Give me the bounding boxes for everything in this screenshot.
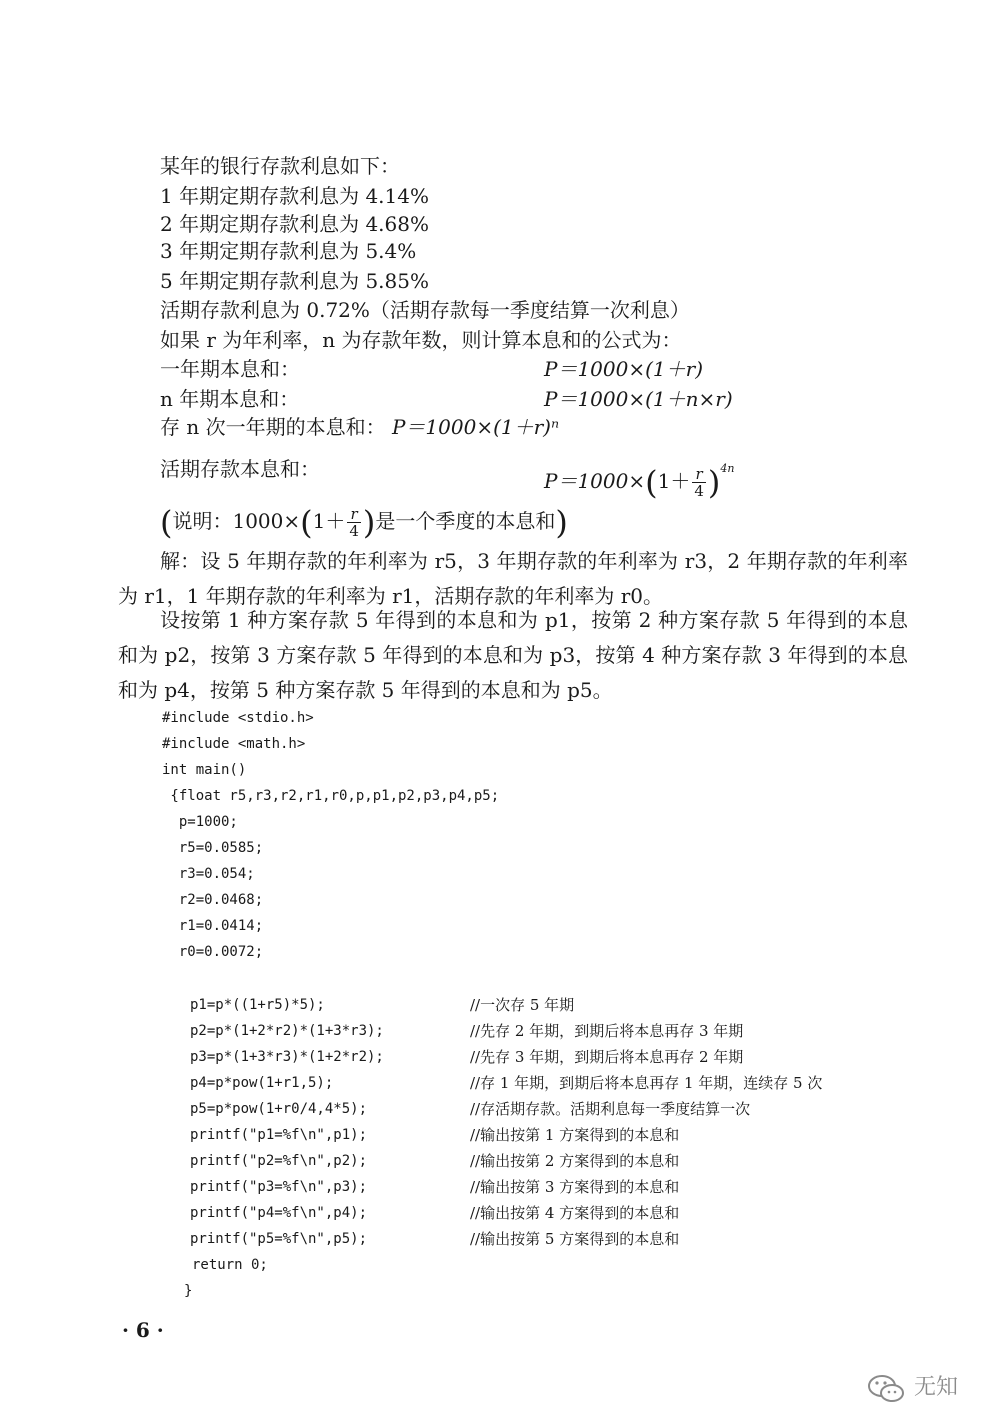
code-comment-p5: //存活期存款。活期利息每一季度结算一次 (470, 1100, 751, 1118)
note-paren-close: ) (555, 503, 568, 542)
formula-label-2: n 年期本息和： (160, 387, 300, 411)
note-denominator: 4 (349, 522, 359, 540)
code-comment-p1: //一次存 5 年期 (470, 996, 575, 1014)
code-comment-printf-p4: //输出按第 4 方案得到的本息和 (470, 1204, 680, 1222)
formula-2: P＝1000×(1＋n×r) (544, 387, 733, 411)
code-stmt-printf-p1: printf("p1=%f\n",p1); (190, 1127, 368, 1143)
formula-4-fraction (692, 466, 706, 499)
code-comment-printf-p5: //输出按第 5 方案得到的本息和 (470, 1230, 680, 1248)
rate-line-5: 活期存款利息为 0.72%（活期存款每一季度结算一次利息） (160, 298, 690, 322)
formula-4 (544, 456, 735, 502)
code-line-declare: {float r5,r3,r2,r1,r0,p,p1,p2,p3,p4,p5; (162, 788, 500, 804)
code-line-include-math: #include <math.h> (162, 736, 306, 752)
note-inner-paren-close: ) (362, 503, 376, 542)
code-line-p: p=1000; (162, 814, 238, 830)
rate-line-3: 3 年期定期存款利息为 5.4% (160, 239, 417, 263)
intro-text: 某年的银行存款利息如下： (160, 154, 400, 178)
note-numerator: r (347, 506, 361, 523)
code-line-r5: r5=0.0585; (162, 840, 264, 856)
note-text: 说明：1000× (172, 509, 301, 533)
code-line-return: return 0; (192, 1257, 268, 1273)
code-comment-p4: //存 1 年期，到期后将本息再存 1 年期，连续存 5 次 (470, 1074, 823, 1092)
note-tail: 是一个季度的本息和 (375, 509, 556, 533)
code-stmt-p2: p2=p*(1+2*r2)*(1+3*r3); (190, 1023, 384, 1039)
formula-4-prefix: P＝1000× (544, 469, 646, 493)
code-line-include-stdio: #include <stdio.h> (162, 710, 314, 726)
formula-label-1: 一年期本息和： (160, 357, 300, 381)
solution-paragraph-2: 设按第 1 种方案存款 5 年得到的本息和为 p1，按第 2 种方案存款 5 年得到的本息和为 p2，按第 3 方案存款 5 年得到的本息和为 p3，按第 4 种方案存款 3 年得到的本息和为 p4，按第 5 种方案存款 5 年得到的本息和为 p5。 (118, 608, 908, 702)
code-stmt-p4: p4=p*pow(1+r1,5); (190, 1075, 334, 1091)
note-one: 1＋ (312, 509, 346, 533)
formula-intro: 如果 r 为年利率，n 为存款年数，则计算本息和的公式为： (160, 328, 682, 352)
code-line-close: } (184, 1283, 193, 1299)
watermark-text: 无知 (914, 1375, 959, 1400)
code-line-r0: r0=0.0072; (162, 944, 264, 960)
note-paren-open: ( (160, 503, 173, 542)
code-stmt-printf-p2: printf("p2=%f\n",p2); (190, 1153, 368, 1169)
code-comment-p2: //先存 2 年期，到期后将本息再存 3 年期 (470, 1022, 744, 1040)
note-fraction (347, 506, 361, 539)
note-inner-paren-open: ( (300, 503, 313, 542)
code-line-r3: r3=0.054; (162, 866, 255, 882)
formula-label-3: 存 n 次一年期的本息和： (160, 415, 386, 439)
formula-4-denominator: 4 (694, 482, 704, 500)
rate-line-1: 1 年期定期存款利息为 4.14% (160, 184, 429, 208)
code-stmt-printf-p5: printf("p5=%f\n",p5); (190, 1231, 368, 1247)
rate-line-2: 2 年期定期存款利息为 4.68% (160, 212, 429, 236)
formula-3: P＝1000×(1＋r)ⁿ (391, 415, 560, 439)
code-line-r2: r2=0.0468; (162, 892, 264, 908)
formula-4-one: 1＋ (657, 469, 691, 493)
code-stmt-printf-p3: printf("p3=%f\n",p3); (190, 1179, 368, 1195)
code-line-main: int main() (162, 762, 247, 778)
page-number: · 6 · (122, 1318, 164, 1342)
formula-row-4 (160, 456, 735, 502)
formula-1: P＝1000×(1＋r) (544, 357, 704, 381)
solution-paragraph-1: 解：设 5 年期存款的年利率为 r5，3 年期存款的年利率为 r3，2 年期存款的年利率为 r1，1 年期存款的年利率为 r1，活期存款的年利率为 r0。 (118, 549, 908, 608)
formula-label-4: 活期存款本息和： (160, 457, 320, 481)
formula-note (160, 503, 568, 542)
code-comment-printf-p3: //输出按第 3 方案得到的本息和 (470, 1178, 680, 1196)
code-stmt-p5: p5=p*pow(1+r0/4,4*5); (190, 1101, 368, 1117)
wechat-icon (866, 1372, 906, 1406)
code-comment-p3: //先存 3 年期，到期后将本息再存 2 年期 (470, 1048, 744, 1066)
rate-line-4: 5 年期定期存款利息为 5.85% (160, 269, 429, 293)
formula-row-2 (160, 386, 733, 412)
formula-4-exponent: 4n (720, 462, 735, 475)
formula-4-paren-open: ( (645, 463, 658, 502)
formula-row-1 (160, 356, 704, 382)
formula-row-3 (160, 414, 559, 440)
code-comment-printf-p1: //输出按第 1 方案得到的本息和 (470, 1126, 680, 1144)
formula-4-paren-close: ) (707, 463, 721, 502)
code-stmt-p1: p1=p*((1+r5)*5); (190, 997, 325, 1013)
code-stmt-p3: p3=p*(1+3*r3)*(1+2*r2); (190, 1049, 384, 1065)
code-stmt-printf-p4: printf("p4=%f\n",p4); (190, 1205, 368, 1221)
code-comment-printf-p2: //输出按第 2 方案得到的本息和 (470, 1152, 680, 1170)
code-line-r1: r1=0.0414; (162, 918, 264, 934)
formula-4-numerator: r (692, 466, 706, 483)
